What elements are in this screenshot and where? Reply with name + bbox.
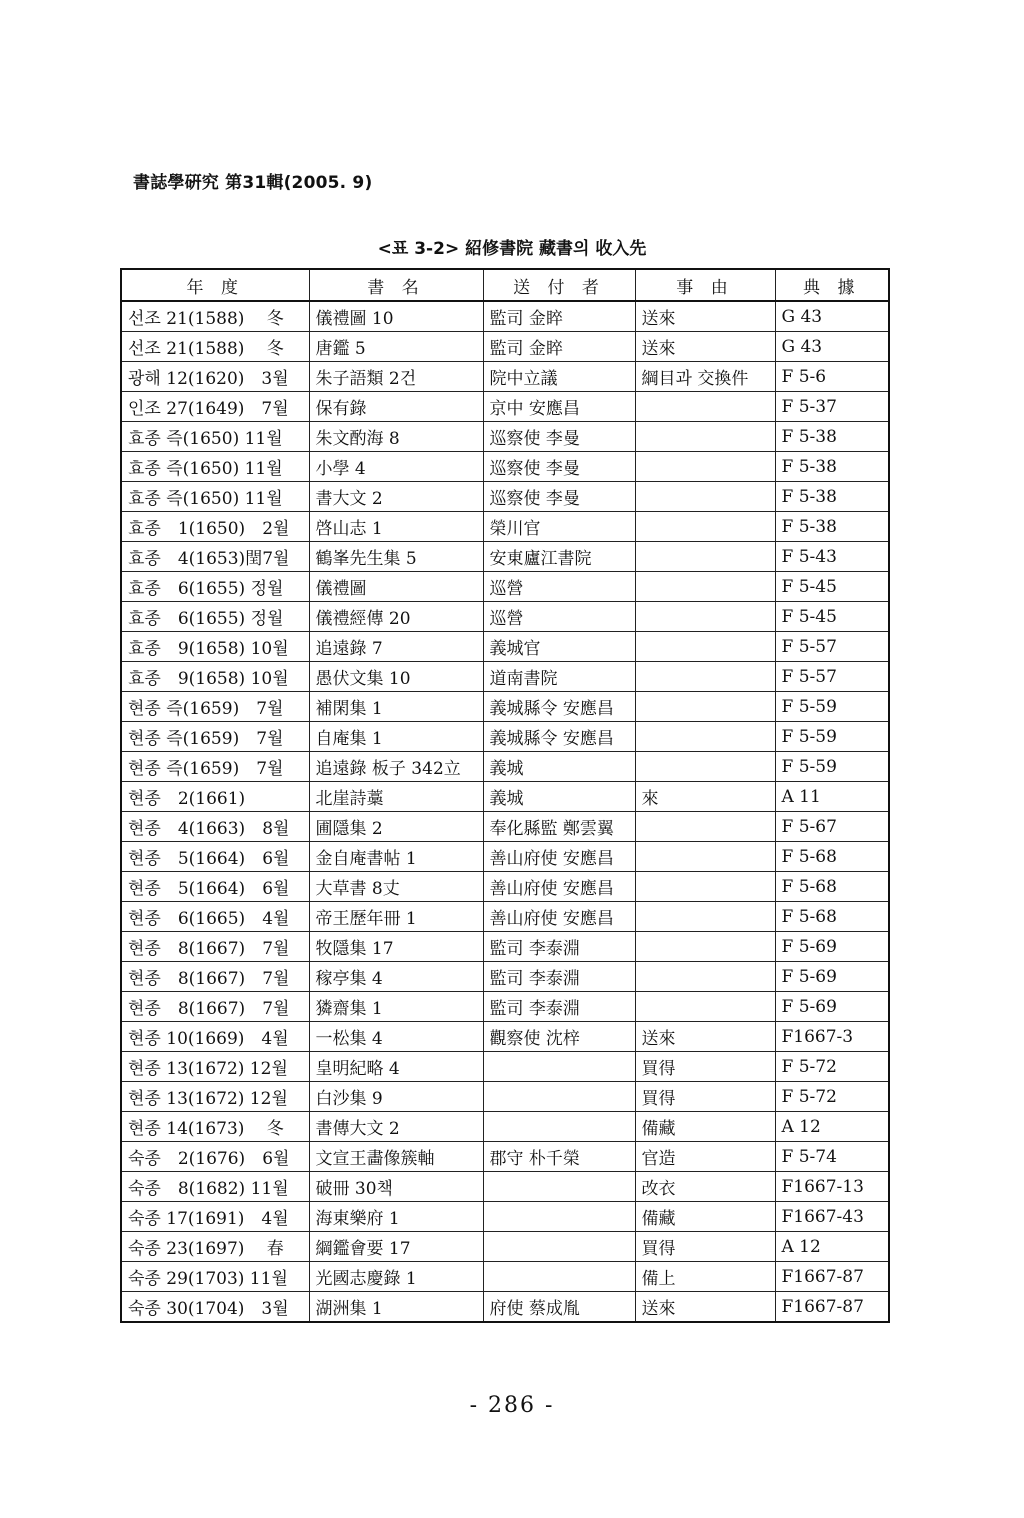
cell-sender: 善山府使 安應昌	[483, 842, 635, 872]
cell-reason: 備藏	[635, 1112, 775, 1142]
cell-reason	[635, 482, 775, 512]
cell-title: 湖洲集 1	[309, 1292, 483, 1323]
cell-sender	[483, 1082, 635, 1112]
cell-source: A 11	[775, 782, 889, 812]
cell-title: 愚伏文集 10	[309, 662, 483, 692]
cell-title: 朱子語類 2건	[309, 362, 483, 392]
cell-source: F1667-87	[775, 1262, 889, 1292]
cell-source: F 5-69	[775, 992, 889, 1022]
cell-year: 현종 8(1667) 7월	[121, 962, 309, 992]
cell-source: F 5-59	[775, 722, 889, 752]
cell-reason	[635, 752, 775, 782]
cell-source: F 5-72	[775, 1082, 889, 1112]
cell-title: 牧隱集 17	[309, 932, 483, 962]
cell-year: 현종 10(1669) 4월	[121, 1022, 309, 1052]
cell-sender	[483, 1172, 635, 1202]
cell-source: F1667-43	[775, 1202, 889, 1232]
cell-sender: 義城官	[483, 632, 635, 662]
table-row	[121, 1172, 889, 1202]
cell-title: 海東樂府 1	[309, 1202, 483, 1232]
cell-sender: 觀察使 沈梓	[483, 1022, 635, 1052]
table-row	[121, 1292, 889, 1323]
cell-reason: 改衣	[635, 1172, 775, 1202]
table-caption: <표 3-2> 紹修書院 藏書의 收入先	[377, 239, 647, 259]
cell-title: 白沙集 9	[309, 1082, 483, 1112]
cell-reason	[635, 452, 775, 482]
cell-title: 稼亭集 4	[309, 962, 483, 992]
cell-reason: 買得	[635, 1052, 775, 1082]
page-number: - 286 -	[469, 1393, 555, 1418]
cell-title: 小學 4	[309, 452, 483, 482]
cell-source: F 5-38	[775, 482, 889, 512]
table-row	[121, 662, 889, 692]
cell-source: A 12	[775, 1232, 889, 1262]
table-row	[121, 962, 889, 992]
cell-year: 숙종 23(1697) 春	[121, 1232, 309, 1262]
cell-year: 효종 즉(1650) 11월	[121, 452, 309, 482]
cell-year: 현종 즉(1659) 7월	[121, 752, 309, 782]
cell-title: 追遠錄 板子 342立	[309, 752, 483, 782]
cell-title: 儀禮圖 10	[309, 301, 483, 332]
cell-reason	[635, 842, 775, 872]
cell-title: 皇明紀略 4	[309, 1052, 483, 1082]
cell-title: 儀禮圖	[309, 572, 483, 602]
table-row	[121, 752, 889, 782]
cell-year: 숙종 2(1676) 6월	[121, 1142, 309, 1172]
cell-year: 효종 1(1650) 2월	[121, 512, 309, 542]
cell-source: F 5-67	[775, 812, 889, 842]
cell-source: F 5-59	[775, 752, 889, 782]
running-head: 書誌學硏究 第31輯(2005. 9)	[133, 173, 373, 193]
cell-title: 補閑集 1	[309, 692, 483, 722]
table-row	[121, 392, 889, 422]
cell-reason: 送來	[635, 332, 775, 362]
cell-title: 綱鑑會要 17	[309, 1232, 483, 1262]
cell-reason	[635, 962, 775, 992]
cell-sender: 巡察使 李曼	[483, 482, 635, 512]
cell-sender	[483, 1202, 635, 1232]
cell-reason	[635, 602, 775, 632]
cell-reason: 來	[635, 782, 775, 812]
cell-source: G 43	[775, 301, 889, 332]
cell-sender	[483, 1262, 635, 1292]
table-row	[121, 301, 889, 332]
cell-source: F 5-68	[775, 842, 889, 872]
table-row	[121, 812, 889, 842]
cell-title: 保有錄	[309, 392, 483, 422]
cell-sender: 安東廬江書院	[483, 542, 635, 572]
cell-reason: 送來	[635, 301, 775, 332]
table-row	[121, 782, 889, 812]
cell-sender: 監司 李泰淵	[483, 992, 635, 1022]
cell-source: F 5-6	[775, 362, 889, 392]
cell-title: 光國志慶錄 1	[309, 1262, 483, 1292]
cell-year: 현종 4(1663) 8월	[121, 812, 309, 842]
table-row	[121, 362, 889, 392]
table-row	[121, 572, 889, 602]
cell-title: 一松集 4	[309, 1022, 483, 1052]
cell-year: 효종 즉(1650) 11월	[121, 422, 309, 452]
table-row	[121, 872, 889, 902]
cell-year: 현종 즉(1659) 7월	[121, 722, 309, 752]
cell-title: 追遠錄 7	[309, 632, 483, 662]
cell-source: F 5-38	[775, 512, 889, 542]
cell-title: 書大文 2	[309, 482, 483, 512]
cell-reason: 送來	[635, 1022, 775, 1052]
cell-sender: 奉化縣監 鄭雲翼	[483, 812, 635, 842]
cell-reason	[635, 542, 775, 572]
cell-year: 숙종 29(1703) 11월	[121, 1262, 309, 1292]
table-row	[121, 692, 889, 722]
cell-year: 숙종 8(1682) 11월	[121, 1172, 309, 1202]
cell-source: F 5-38	[775, 422, 889, 452]
cell-source: F 5-69	[775, 932, 889, 962]
cell-sender: 府使 蔡成胤	[483, 1292, 635, 1323]
cell-sender: 善山府使 安應昌	[483, 872, 635, 902]
cell-year: 현종 8(1667) 7월	[121, 992, 309, 1022]
cell-sender: 京中 安應昌	[483, 392, 635, 422]
cell-year: 인조 27(1649) 7월	[121, 392, 309, 422]
table-row	[121, 992, 889, 1022]
cell-sender: 巡營	[483, 572, 635, 602]
table-row	[121, 902, 889, 932]
table-row	[121, 1082, 889, 1112]
cell-source: F 5-74	[775, 1142, 889, 1172]
cell-source: F 5-68	[775, 872, 889, 902]
cell-title: 書傳大文 2	[309, 1112, 483, 1142]
table-row	[121, 722, 889, 752]
collection-table	[120, 268, 890, 1323]
table-row	[121, 1142, 889, 1172]
cell-title: 金自庵書帖 1	[309, 842, 483, 872]
cell-sender: 監司 李泰淵	[483, 932, 635, 962]
table-row	[121, 632, 889, 662]
cell-sender: 義城	[483, 782, 635, 812]
cell-sender: 義城縣令 安應昌	[483, 692, 635, 722]
cell-year: 현종 6(1665) 4월	[121, 902, 309, 932]
header-year: 年 度	[121, 269, 309, 301]
table-row	[121, 422, 889, 452]
header-source: 典 據	[775, 269, 889, 301]
table-row	[121, 842, 889, 872]
cell-sender: 榮川官	[483, 512, 635, 542]
table-row	[121, 1232, 889, 1262]
cell-title: 啓山志 1	[309, 512, 483, 542]
cell-source: F 5-69	[775, 962, 889, 992]
cell-title: 唐鑑 5	[309, 332, 483, 362]
table-row	[121, 542, 889, 572]
cell-title: 破冊 30책	[309, 1172, 483, 1202]
cell-sender: 監司 金睟	[483, 301, 635, 332]
table-row	[121, 452, 889, 482]
table-row	[121, 332, 889, 362]
cell-source: A 12	[775, 1112, 889, 1142]
cell-year: 현종 5(1664) 6월	[121, 842, 309, 872]
cell-year: 숙종 30(1704) 3월	[121, 1292, 309, 1323]
cell-source: F 5-59	[775, 692, 889, 722]
cell-sender: 善山府使 安應昌	[483, 902, 635, 932]
cell-title: 鶴峯先生集 5	[309, 542, 483, 572]
cell-reason	[635, 902, 775, 932]
cell-source: F 5-45	[775, 602, 889, 632]
cell-reason: 買得	[635, 1232, 775, 1262]
table-row	[121, 602, 889, 632]
cell-reason	[635, 572, 775, 602]
cell-title: 朱文酌海 8	[309, 422, 483, 452]
cell-title: 圃隱集 2	[309, 812, 483, 842]
table-row	[121, 512, 889, 542]
cell-sender	[483, 1232, 635, 1262]
cell-source: F 5-57	[775, 662, 889, 692]
cell-year: 현종 8(1667) 7월	[121, 932, 309, 962]
table-row	[121, 1022, 889, 1052]
table-row	[121, 1202, 889, 1232]
cell-sender: 道南書院	[483, 662, 635, 692]
collection-table-wrapper	[120, 268, 888, 1323]
cell-reason	[635, 812, 775, 842]
cell-reason: 送來	[635, 1292, 775, 1323]
cell-reason: 官造	[635, 1142, 775, 1172]
cell-year: 현종 14(1673) 冬	[121, 1112, 309, 1142]
table-row	[121, 482, 889, 512]
header-row	[121, 269, 889, 301]
cell-reason	[635, 932, 775, 962]
table-body	[121, 301, 889, 1322]
cell-reason	[635, 872, 775, 902]
cell-reason	[635, 992, 775, 1022]
cell-title: 北崖詩藁	[309, 782, 483, 812]
cell-year: 숙종 17(1691) 4월	[121, 1202, 309, 1232]
cell-reason	[635, 662, 775, 692]
cell-sender: 義城縣令 安應昌	[483, 722, 635, 752]
cell-sender	[483, 1112, 635, 1142]
cell-source: G 43	[775, 332, 889, 362]
cell-title: 大草書 8丈	[309, 872, 483, 902]
cell-sender	[483, 1052, 635, 1082]
cell-reason: 綱目과 交換件	[635, 362, 775, 392]
cell-source: F 5-57	[775, 632, 889, 662]
cell-source: F1667-13	[775, 1172, 889, 1202]
cell-title: 文宣王畵像簇軸	[309, 1142, 483, 1172]
cell-year: 현종 즉(1659) 7월	[121, 692, 309, 722]
cell-sender: 巡察使 李曼	[483, 422, 635, 452]
table-row	[121, 932, 889, 962]
cell-reason: 備上	[635, 1262, 775, 1292]
cell-title: 帝王歷年冊 1	[309, 902, 483, 932]
header-title: 書 名	[309, 269, 483, 301]
cell-sender: 監司 金睟	[483, 332, 635, 362]
cell-source: F 5-68	[775, 902, 889, 932]
cell-source: F 5-43	[775, 542, 889, 572]
cell-year: 선조 21(1588) 冬	[121, 301, 309, 332]
cell-sender: 監司 李泰淵	[483, 962, 635, 992]
cell-source: F 5-72	[775, 1052, 889, 1082]
cell-year: 효종 9(1658) 10월	[121, 662, 309, 692]
cell-reason	[635, 422, 775, 452]
cell-title: 儀禮經傳 20	[309, 602, 483, 632]
cell-sender: 院中立議	[483, 362, 635, 392]
cell-reason	[635, 692, 775, 722]
cell-reason	[635, 632, 775, 662]
cell-year: 효종 6(1655) 정월	[121, 602, 309, 632]
cell-source: F1667-87	[775, 1292, 889, 1323]
cell-sender: 巡察使 李曼	[483, 452, 635, 482]
cell-reason	[635, 392, 775, 422]
table-row	[121, 1112, 889, 1142]
cell-source: F 5-38	[775, 452, 889, 482]
cell-title: 獜齋集 1	[309, 992, 483, 1022]
cell-year: 효종 6(1655) 정월	[121, 572, 309, 602]
cell-year: 광해 12(1620) 3월	[121, 362, 309, 392]
cell-year: 현종 5(1664) 6월	[121, 872, 309, 902]
cell-source: F 5-45	[775, 572, 889, 602]
cell-title: 自庵集 1	[309, 722, 483, 752]
cell-sender: 巡營	[483, 602, 635, 632]
cell-year: 현종 13(1672) 12월	[121, 1052, 309, 1082]
cell-sender: 郡守 朴千榮	[483, 1142, 635, 1172]
cell-reason: 買得	[635, 1082, 775, 1112]
cell-year: 선조 21(1588) 冬	[121, 332, 309, 362]
cell-source: F 5-37	[775, 392, 889, 422]
cell-source: F1667-3	[775, 1022, 889, 1052]
table-row	[121, 1262, 889, 1292]
cell-year: 현종 2(1661)	[121, 782, 309, 812]
table-row	[121, 1052, 889, 1082]
cell-year: 효종 9(1658) 10월	[121, 632, 309, 662]
cell-reason	[635, 512, 775, 542]
cell-year: 현종 13(1672) 12월	[121, 1082, 309, 1112]
cell-reason: 備藏	[635, 1202, 775, 1232]
header-reason: 事 由	[635, 269, 775, 301]
cell-sender: 義城	[483, 752, 635, 782]
cell-year: 효종 4(1653)閏7월	[121, 542, 309, 572]
cell-reason	[635, 722, 775, 752]
header-sender: 送 付 者	[483, 269, 635, 301]
cell-year: 효종 즉(1650) 11월	[121, 482, 309, 512]
